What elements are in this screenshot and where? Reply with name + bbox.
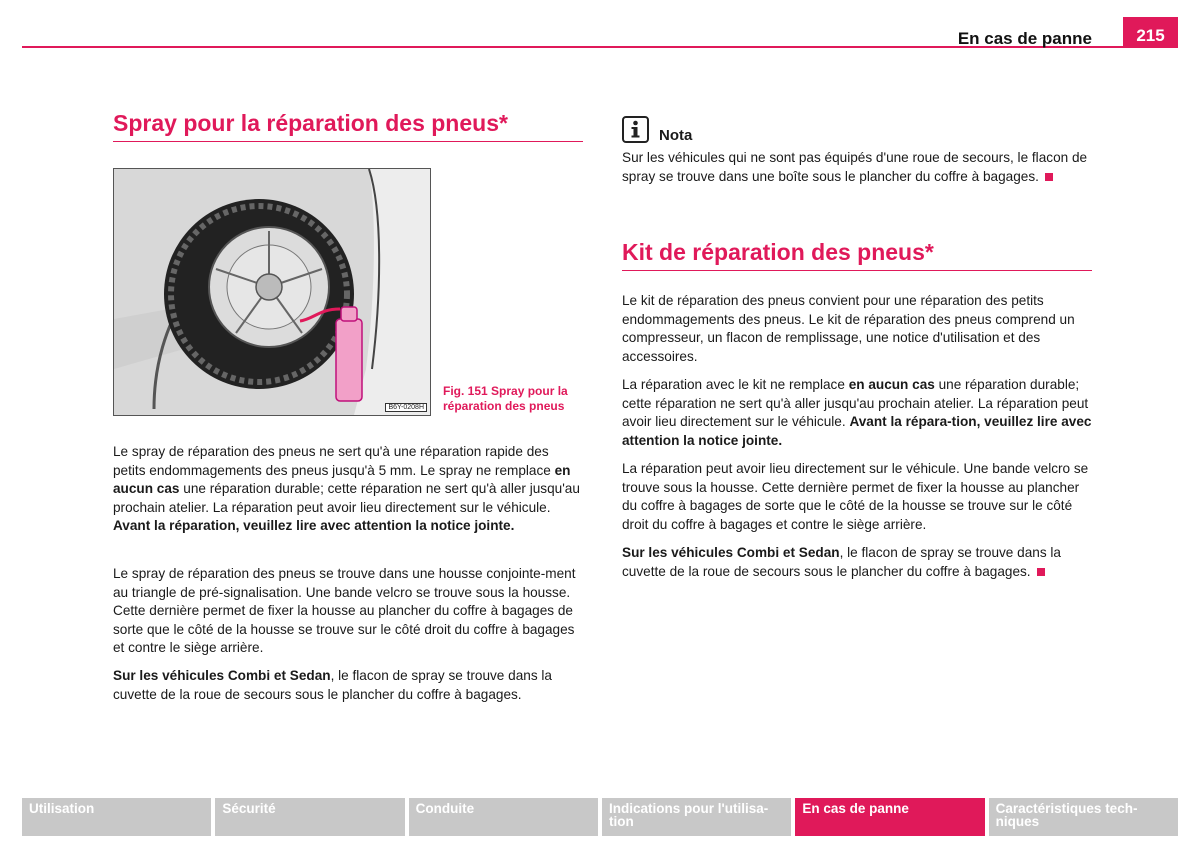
tab-en-cas-de-panne[interactable]: En cas de panne: [795, 798, 984, 836]
right-paragraph-4: Sur les véhicules Combi et Sedan, le flacon de spray se trouve dans la cuvette de la roue de secours sous le plancher du coffre à bagages.: [622, 545, 1061, 579]
tab-conduite[interactable]: Conduite: [409, 798, 598, 836]
tire-spray-illustration: [114, 169, 430, 415]
left-paragraph-1: Le spray de réparation des pneus ne sert qu'à une réparation rapide des petits endommagements des pneus jusqu'à 5 mm. Le spray ne remplace en aucun cas une réparation durable; cette réparation ne sert qu'à aller jusqu'au prochain atelier. La réparation peut avoir lieu directement sur le véhicule. Avant la réparation, veuillez lire avec attention la notice jointe.: [113, 444, 580, 534]
tab-indications-utilisation[interactable]: Indications pour l'utilisa-tion: [602, 798, 791, 836]
right-paragraph-3: La réparation peut avoir lieu directement sur le véhicule. Une bande velcro se trouve sous la housse. Cette dernière permet de fixer la housse au plancher du coffre à bagages de sorte que le côté de la housse se trouve sur le côté droit du coffre à bagages et contre le siège arrière.: [622, 461, 1089, 532]
info-icon: [622, 116, 649, 143]
right-paragraph-2: La réparation avec le kit ne remplace en aucun cas une réparation durable; cette réparation ne sert qu'à aller jusqu'au prochain atelier. La réparation peut avoir lieu directement sur le véhicule. Avant la répara-tion, veuillez lire avec attention la notice jointe.: [622, 377, 1092, 448]
figure-caption: Fig. 151 Spray pour la réparation des pneus: [443, 384, 568, 413]
nota-title: Nota: [659, 127, 693, 144]
footer-nav: [22, 798, 1178, 836]
page-number: 215: [1123, 17, 1178, 48]
left-paragraph-2: Le spray de réparation des pneus se trouve dans une housse conjointe-ment au triangle de pré-signalisation. Une bande velcro se trouve sous la housse. Cette dernière permet de fixer la housse au plancher du coffre à bagages de sorte que le côté de la housse se trouve sur le côté droit du coffre à bagages et contre le siège arrière.: [113, 566, 576, 656]
tab-caracteristiques-techniques[interactable]: Caractéristiques tech-niques: [989, 798, 1178, 836]
figure-code: B6Y-0208H: [385, 403, 427, 412]
nota-text: Sur les véhicules qui ne sont pas équipés d'une roue de secours, le flacon de spray se trouve dans une boîte sous le plancher du coffre à bagages.: [622, 150, 1088, 184]
left-paragraph-3: Sur les véhicules Combi et Sedan, le flacon de spray se trouve dans la cuvette de la roue de secours sous le plancher du coffre à bagages.: [113, 668, 552, 702]
left-section-title: Spray pour la réparation des pneus*: [113, 110, 583, 142]
tab-securite[interactable]: Sécurité: [215, 798, 404, 836]
end-marker: [1037, 568, 1045, 576]
tab-utilisation[interactable]: Utilisation: [22, 798, 211, 836]
right-paragraph-1: Le kit de réparation des pneus convient pour une réparation des petits endommagements des pneus. Le kit de réparation des pneus comprend un compresseur, un flacon de remplissage, une notice d'utilisation et des accessoires.: [622, 293, 1075, 364]
right-section-title: Kit de réparation des pneus*: [622, 239, 1092, 271]
section-name: En cas de panne: [957, 29, 1092, 48]
end-marker: [1045, 173, 1053, 181]
tire-spray-figure: [113, 168, 431, 416]
